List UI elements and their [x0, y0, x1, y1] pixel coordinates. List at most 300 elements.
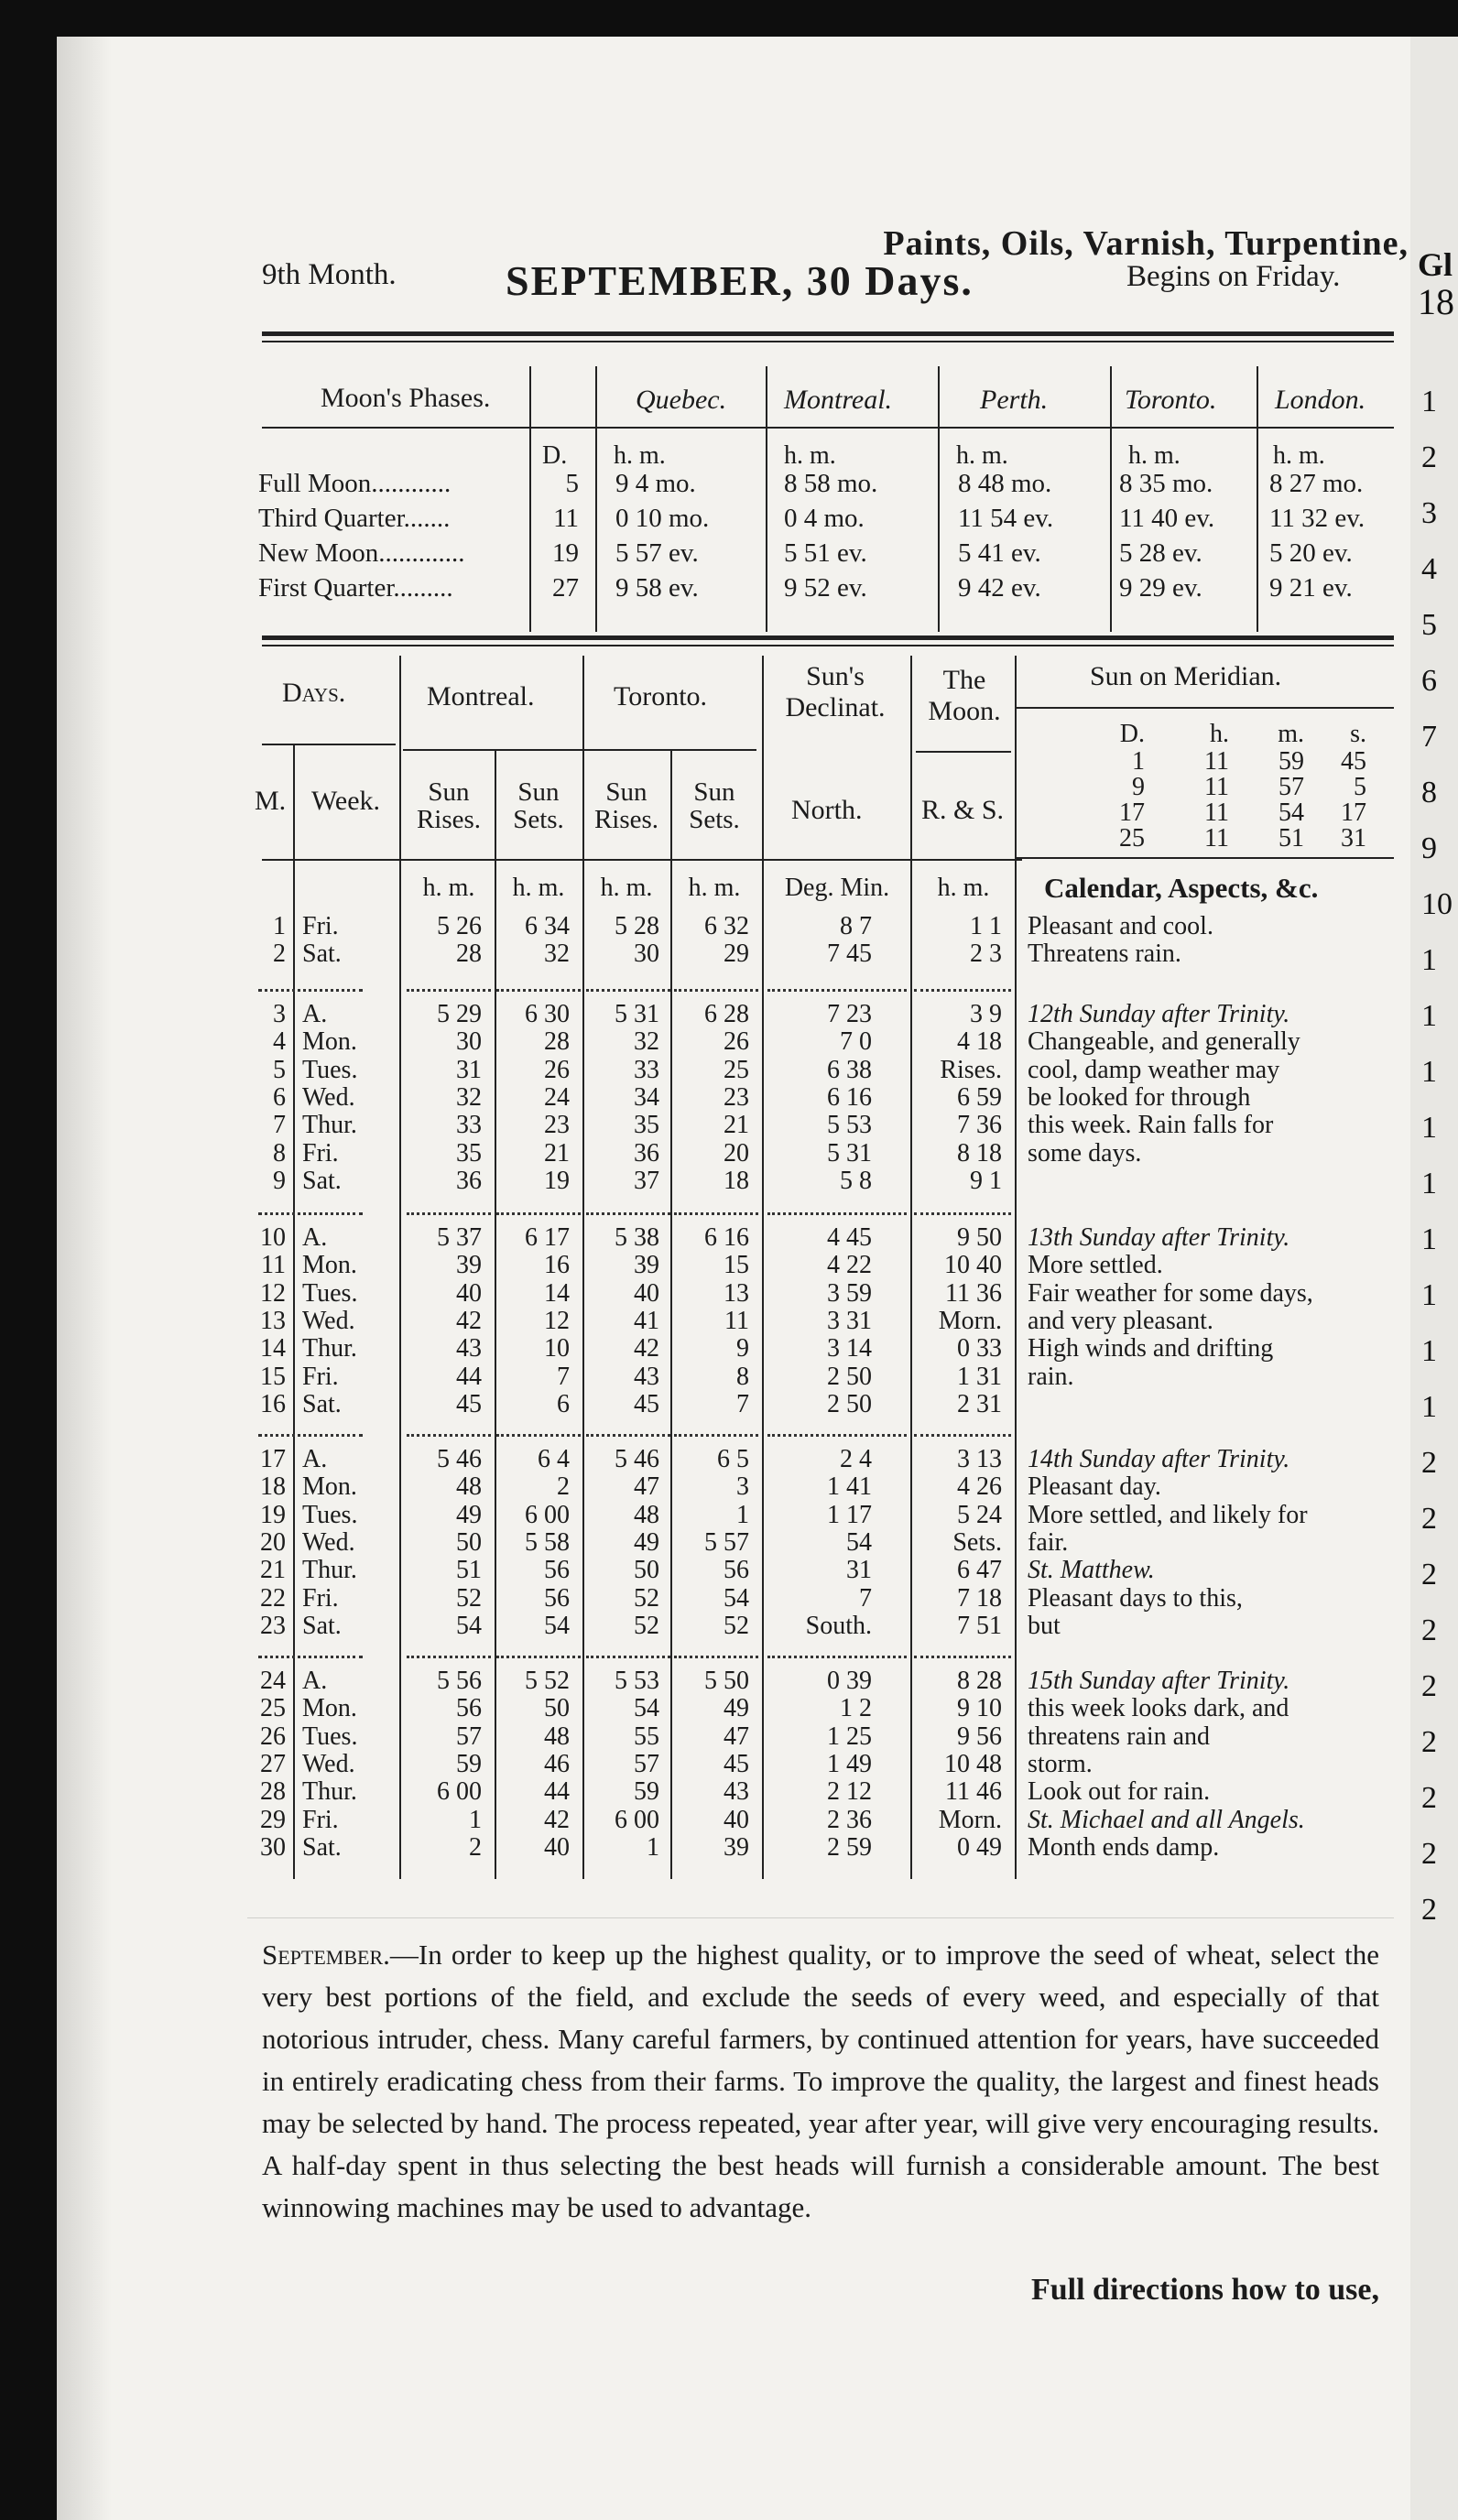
toronto-sun-sets: 7 — [736, 1389, 749, 1418]
montreal-sun-rises: 57 — [456, 1722, 482, 1751]
group-dotted-rule — [496, 1656, 581, 1658]
phase-name: Full Moon............ — [258, 469, 452, 498]
calendar-note: fair. — [1028, 1527, 1069, 1557]
moon-rise-set: 4 18 — [957, 1027, 1002, 1057]
phase-day: 11 — [553, 504, 579, 533]
phase-name: New Moon............. — [258, 538, 465, 568]
moon-rise-set: 2 31 — [957, 1389, 1002, 1418]
toronto-sun-rises: 1 — [647, 1832, 659, 1862]
montreal-sun-rises: 28 — [456, 940, 482, 969]
page-gutter-shadow — [57, 37, 112, 2520]
montreal-sun-sets: 50 — [544, 1694, 570, 1723]
hm-unit: h. m. — [688, 874, 741, 902]
days-col-sep — [399, 656, 401, 1879]
moon-rise-set: 7 18 — [957, 1583, 1002, 1613]
day-month-number: 29 — [260, 1805, 286, 1834]
moon-rise-set: 9 56 — [957, 1722, 1002, 1751]
group-dotted-rule — [586, 1212, 670, 1215]
phases-header: Moon's Phases. — [321, 383, 491, 413]
toronto-sun-rises: 5 38 — [615, 1223, 659, 1252]
calendar-note: St. Matthew. — [1028, 1556, 1155, 1585]
day-week-name: A. — [302, 1223, 328, 1252]
moon-rise-set: 3 13 — [957, 1445, 1002, 1473]
toronto-sun-rises: 36 — [634, 1138, 659, 1168]
toronto-sun-rises: 30 — [634, 940, 659, 969]
sun-declination: 2 4 — [840, 1445, 872, 1473]
montreal-sun-rises: 1 — [469, 1805, 482, 1834]
calendar-note: some days. — [1028, 1138, 1142, 1168]
perth-header: Perth. — [980, 385, 1049, 415]
montreal-sun-rises: 5 29 — [437, 1000, 482, 1028]
day-month-number: 16 — [260, 1389, 286, 1418]
phases-header-rule — [262, 427, 1394, 429]
group-dotted-rule — [767, 1212, 907, 1215]
toronto-sun-sets: 29 — [724, 940, 749, 969]
group-dotted-rule — [586, 1656, 670, 1658]
montreal-rises-header: Sun Rises. — [416, 777, 482, 834]
sun-declination: South. — [805, 1611, 872, 1640]
adjacent-strip-number: 2 — [1421, 1446, 1437, 1480]
meridian-cell: 31 — [1341, 824, 1366, 853]
phase-name: First Quarter......... — [258, 573, 453, 603]
sun-declination: 7 — [859, 1583, 872, 1613]
montreal-sun-sets: 48 — [544, 1722, 570, 1751]
montreal-sun-sets: 56 — [544, 1583, 570, 1613]
day-week-name: Sat. — [302, 940, 342, 969]
montreal-sun-sets: 7 — [557, 1362, 570, 1391]
day-week-name: Sat. — [302, 1611, 342, 1640]
calendar-note: storm. — [1028, 1749, 1093, 1778]
group-dotted-rule — [914, 1212, 1011, 1215]
adjacent-strip-number: 1 — [1421, 943, 1437, 977]
toronto-sun-rises: 41 — [634, 1306, 659, 1335]
sun-declination: 1 2 — [840, 1694, 872, 1723]
adjacent-strip-number: 2 — [1421, 1613, 1437, 1647]
meridian-cell: 57 — [1278, 773, 1304, 801]
day-month-number: 28 — [260, 1777, 286, 1807]
day-week-name: Wed. — [302, 1306, 355, 1335]
day-month-number: 24 — [260, 1667, 286, 1695]
montreal-sun-sets: 12 — [544, 1306, 570, 1335]
adjacent-strip-number: 4 — [1421, 552, 1437, 586]
sun-declination: 3 14 — [827, 1334, 872, 1363]
phase-name: Third Quarter....... — [258, 504, 451, 533]
advert-bottom: Full directions how to use, — [1030, 2273, 1379, 2307]
sun-declination: 6 16 — [827, 1082, 872, 1112]
north-header: North. — [791, 795, 863, 825]
toronto-sun-sets: 40 — [724, 1805, 749, 1834]
meridian-col-label: D. — [1119, 720, 1145, 748]
toronto-sun-rises: 52 — [634, 1611, 659, 1640]
sun-declination: 0 39 — [827, 1667, 872, 1695]
calendar-note: rain. — [1028, 1362, 1074, 1391]
montreal-sun-sets: 6 30 — [525, 1000, 570, 1028]
toronto-sun-rises: 50 — [634, 1556, 659, 1585]
toronto-col-header: Toronto. — [614, 681, 708, 711]
adjacent-page-number: 18 — [1418, 281, 1454, 322]
sun-declination: 1 25 — [827, 1722, 872, 1751]
calendar-header: Calendar, Aspects, &c. — [1044, 872, 1319, 904]
sun-declination: 2 36 — [827, 1805, 872, 1834]
day-week-name: A. — [302, 1000, 328, 1028]
toronto-sun-rises: 47 — [634, 1472, 659, 1502]
m-col-header: M. — [255, 786, 287, 816]
group-dotted-rule — [496, 1434, 581, 1437]
montreal-sun-sets: 42 — [544, 1805, 570, 1834]
day-month-number: 10 — [260, 1223, 286, 1252]
day-month-number: 2 — [273, 940, 286, 969]
sun-declination: 7 23 — [827, 1000, 872, 1028]
paragraph-divider — [247, 1917, 1394, 1918]
toronto-sun-sets: 9 — [736, 1334, 749, 1363]
montreal-sun-rises: 30 — [456, 1027, 482, 1057]
montreal-col-header: Montreal. — [427, 681, 535, 711]
montreal-sets-header: Sun Sets. — [513, 777, 564, 834]
group-dotted-rule — [407, 1656, 491, 1658]
sun-declination: 3 59 — [827, 1278, 872, 1308]
montreal-sun-sets: 40 — [544, 1832, 570, 1862]
toronto-sun-sets: 13 — [724, 1278, 749, 1308]
calendar-note: threatens rain and — [1028, 1722, 1211, 1751]
day-week-name: Sat. — [302, 1166, 342, 1195]
phase-quebec: 0 10 mo. — [615, 504, 710, 533]
day-week-name: Mon. — [302, 1251, 357, 1280]
meridian-cell: 25 — [1119, 824, 1145, 853]
montreal-sun-rises: 44 — [456, 1362, 482, 1391]
toronto-sun-rises: 43 — [634, 1362, 659, 1391]
toronto-sun-rises: 34 — [634, 1082, 659, 1112]
sun-declination: 54 — [846, 1527, 872, 1557]
montreal-sun-sets: 6 4 — [538, 1445, 570, 1473]
day-month-number: 23 — [260, 1611, 286, 1640]
sun-declination: 8 7 — [840, 912, 872, 940]
day-week-name: Fri. — [302, 1362, 339, 1391]
group-dotted-rule — [496, 1212, 581, 1215]
toronto-sun-rises: 49 — [634, 1527, 659, 1557]
toronto-sun-sets: 15 — [724, 1251, 749, 1280]
adjacent-strip-number: 2 — [1421, 440, 1437, 474]
montreal-sun-sets: 24 — [544, 1082, 570, 1112]
sun-declination: 1 41 — [827, 1472, 872, 1502]
toronto-sun-sets: 49 — [724, 1694, 749, 1723]
days-subrule — [916, 751, 1011, 753]
group-dotted-rule — [914, 1434, 1011, 1437]
day-week-name: Fri. — [302, 1805, 339, 1834]
day-month-number: 18 — [260, 1472, 286, 1502]
toronto-rises-header: Sun Rises. — [593, 777, 659, 834]
moon-rise-set: 2 3 — [970, 940, 1002, 969]
adjacent-strip-number: 10 — [1421, 887, 1453, 921]
moon-rise-set: 1 31 — [957, 1362, 1002, 1391]
toronto-sun-sets: 5 50 — [704, 1667, 749, 1695]
decl-col-header: Sun's Declinat. — [785, 661, 886, 722]
phase-montreal: 9 52 ev. — [784, 573, 867, 603]
toronto-sun-sets: 18 — [724, 1166, 749, 1195]
moon-rise-set: 10 48 — [944, 1749, 1002, 1778]
toronto-sun-rises: 42 — [634, 1334, 659, 1363]
adjacent-strip-number: 1 — [1421, 1055, 1437, 1089]
phase-london: 8 27 mo. — [1269, 469, 1364, 498]
toronto-sun-rises: 59 — [634, 1777, 659, 1807]
day-month-number: 9 — [273, 1166, 286, 1195]
toronto-sun-rises: 5 31 — [615, 1000, 659, 1028]
moon-rise-set: 8 18 — [957, 1138, 1002, 1168]
moon-rise-set: 6 59 — [957, 1082, 1002, 1112]
day-month-number: 14 — [260, 1334, 286, 1363]
meridian-cell: 11 — [1204, 747, 1229, 776]
toronto-sun-rises: 52 — [634, 1583, 659, 1613]
toronto-sun-rises: 48 — [634, 1500, 659, 1529]
day-month-number: 7 — [273, 1111, 286, 1140]
paragraph-body: —In order to keep up the highest quality, or to improve the seed of wheat, select the very best portions of the field, and exclude the seeds of every weed, and especially of that notorious intruder, chess. Many careful farmers, by continued attention for years, have succeeded in entirely eradicating chess from their farms. To improve the quality, the largest and finest heads may be selected by hand. The process repeated, year after year, will give very encouraging results. A half-day spent in thus selecting the best heads will furnish a considerable amount. The best winnowing machines may be used to advantage. — [262, 1939, 1379, 2223]
calendar-note: cool, damp weather may — [1028, 1055, 1280, 1084]
montreal-sun-sets: 5 58 — [525, 1527, 570, 1557]
toronto-sun-rises: 35 — [634, 1111, 659, 1140]
meridian-header-rule — [1017, 707, 1394, 709]
adjacent-strip-number: 1 — [1421, 1167, 1437, 1200]
meridian-cell: 5 — [1354, 773, 1366, 801]
sun-declination: 4 22 — [827, 1251, 872, 1280]
calendar-note: Pleasant day. — [1028, 1472, 1161, 1502]
montreal-header: Montreal. — [784, 385, 893, 415]
day-week-name: Mon. — [302, 1027, 357, 1057]
calendar-note: but — [1028, 1611, 1061, 1640]
day-month-number: 19 — [260, 1500, 286, 1529]
montreal-sun-rises: 54 — [456, 1611, 482, 1640]
group-dotted-rule — [914, 989, 1011, 992]
page-title: SEPTEMBER, 30 Days. — [506, 257, 974, 304]
toronto-sun-sets: 52 — [724, 1611, 749, 1640]
meridian-cell: 1 — [1132, 747, 1145, 776]
toronto-sun-rises: 54 — [634, 1694, 659, 1723]
adjacent-strip-number: 5 — [1421, 608, 1437, 642]
sun-declination: 2 12 — [827, 1777, 872, 1807]
days-col-sep — [293, 744, 295, 1879]
days-subrule — [262, 744, 396, 745]
calendar-note: St. Michael and all Angels. — [1028, 1805, 1305, 1834]
phases-unit-hm: h. m. — [1128, 441, 1181, 470]
moon-rise-set: 8 28 — [957, 1667, 1002, 1695]
group-dotted-rule — [586, 1434, 670, 1437]
moon-rise-set: 3 9 — [970, 1000, 1002, 1028]
phase-perth: 9 42 ev. — [958, 573, 1041, 603]
moon-rise-set: 9 10 — [957, 1694, 1002, 1723]
begins-label: Begins on Friday. — [1126, 260, 1341, 293]
meridian-cell: 11 — [1204, 824, 1229, 853]
sun-declination: 7 45 — [827, 940, 872, 969]
moon-rise-set: Rises. — [940, 1055, 1002, 1084]
phase-perth: 11 54 ev. — [958, 504, 1054, 533]
phases-bottom-rule — [262, 635, 1394, 640]
toronto-sun-sets: 54 — [724, 1583, 749, 1613]
day-week-name: Fri. — [302, 1138, 339, 1168]
day-week-name: A. — [302, 1667, 328, 1695]
moon-rise-set: 6 47 — [957, 1556, 1002, 1585]
toronto-sun-sets: 43 — [724, 1777, 749, 1807]
montreal-sun-rises: 2 — [469, 1832, 482, 1862]
day-month-number: 27 — [260, 1749, 286, 1778]
adjacent-strip-number: 1 — [1421, 1390, 1437, 1424]
moon-rise-set: 9 50 — [957, 1223, 1002, 1252]
paragraph-lead: September. — [262, 1939, 390, 1971]
moon-rise-set: 4 26 — [957, 1472, 1002, 1502]
day-month-number: 22 — [260, 1583, 286, 1613]
degmin-unit: Deg. Min. — [784, 874, 890, 902]
day-month-number: 15 — [260, 1362, 286, 1391]
sun-declination: 7 0 — [840, 1027, 872, 1057]
adjacent-strip-number: 6 — [1421, 664, 1437, 698]
day-month-number: 30 — [260, 1832, 286, 1862]
day-week-name: Sat. — [302, 1832, 342, 1862]
hm-unit: h. m. — [422, 874, 475, 902]
group-dotted-rule — [496, 989, 581, 992]
montreal-sun-rises: 59 — [456, 1749, 482, 1778]
days-subrule — [403, 749, 756, 751]
calendar-note: 15th Sunday after Trinity. — [1028, 1667, 1290, 1695]
toronto-sun-rises: 57 — [634, 1749, 659, 1778]
day-month-number: 1 — [273, 912, 286, 940]
toronto-sun-sets: 56 — [724, 1556, 749, 1585]
moon-rise-set: 9 1 — [970, 1166, 1002, 1195]
meridian-cell: 54 — [1278, 798, 1304, 827]
sun-declination: 31 — [846, 1556, 872, 1585]
adjacent-strip-number: 1 — [1421, 1111, 1437, 1145]
calendar-note: Pleasant and cool. — [1028, 912, 1213, 940]
toronto-sun-rises: 45 — [634, 1389, 659, 1418]
calendar-note: 14th Sunday after Trinity. — [1028, 1445, 1290, 1473]
moon-rise-set: 0 33 — [957, 1334, 1002, 1363]
day-month-number: 6 — [273, 1082, 286, 1112]
adjacent-strip-number: 1 — [1421, 1222, 1437, 1256]
toronto-sun-rises: 33 — [634, 1055, 659, 1084]
toronto-sets-header: Sun Sets. — [689, 777, 740, 834]
hm-unit: h. m. — [937, 874, 990, 902]
meridian-cell: 59 — [1278, 747, 1304, 776]
phase-quebec: 9 4 mo. — [615, 469, 696, 498]
week-col-header: Week. — [311, 786, 381, 816]
toronto-sun-sets: 6 16 — [704, 1223, 749, 1252]
adjacent-page-top-text: Gl — [1418, 246, 1453, 283]
group-dotted-rule — [407, 989, 491, 992]
advert-top: Paints, Oils, Varnish, Turpentine, — [883, 224, 1409, 263]
phase-day: 19 — [552, 538, 579, 568]
montreal-sun-sets: 56 — [544, 1556, 570, 1585]
toronto-sun-rises: 55 — [634, 1722, 659, 1751]
montreal-sun-rises: 35 — [456, 1138, 482, 1168]
sun-declination: 1 49 — [827, 1749, 872, 1778]
montreal-sun-sets: 32 — [544, 940, 570, 969]
montreal-sun-rises: 43 — [456, 1334, 482, 1363]
montreal-sun-rises: 5 56 — [437, 1667, 482, 1695]
quebec-header: Quebec. — [636, 385, 727, 415]
group-dotted-rule — [258, 989, 363, 992]
montreal-sun-sets: 46 — [544, 1749, 570, 1778]
moon-rise-set: Morn. — [938, 1805, 1002, 1834]
month-label: 9th Month. — [262, 258, 397, 291]
sun-declination: 3 31 — [827, 1306, 872, 1335]
day-month-number: 11 — [261, 1251, 286, 1280]
montreal-sun-sets: 14 — [544, 1278, 570, 1308]
day-month-number: 21 — [260, 1556, 286, 1585]
day-week-name: Wed. — [302, 1527, 355, 1557]
toronto-sun-rises: 5 28 — [615, 912, 659, 940]
calendar-note: this week. Rain falls for — [1028, 1111, 1274, 1140]
meridian-cell: 11 — [1204, 798, 1229, 827]
sun-declination: 5 8 — [840, 1166, 872, 1195]
calendar-note: and very pleasant. — [1028, 1306, 1213, 1335]
montreal-sun-sets: 2 — [557, 1472, 570, 1502]
meridian-cell: 17 — [1341, 798, 1366, 827]
moon-rise-set: 7 51 — [957, 1611, 1002, 1640]
adjacent-strip-number: 2 — [1421, 1893, 1437, 1927]
sun-declination: 2 59 — [827, 1832, 872, 1862]
montreal-sun-sets: 28 — [544, 1027, 570, 1057]
meridian-cell: 11 — [1204, 773, 1229, 801]
montreal-sun-rises: 45 — [456, 1389, 482, 1418]
montreal-sun-sets: 19 — [544, 1166, 570, 1195]
adjacent-strip-number: 1 — [1421, 385, 1437, 418]
day-week-name: Thur. — [302, 1334, 357, 1363]
toronto-sun-rises: 39 — [634, 1251, 659, 1280]
phases-col-sep — [1257, 366, 1258, 632]
group-dotted-rule — [767, 1434, 907, 1437]
group-dotted-rule — [586, 989, 670, 992]
day-month-number: 13 — [260, 1306, 286, 1335]
rs-header: R. & S. — [921, 795, 1005, 825]
toronto-sun-sets: 21 — [724, 1111, 749, 1140]
group-dotted-rule — [407, 1434, 491, 1437]
montreal-sun-sets: 54 — [544, 1611, 570, 1640]
moon-rise-set: 10 40 — [944, 1251, 1002, 1280]
calendar-note: 12th Sunday after Trinity. — [1028, 1000, 1290, 1028]
september-paragraph — [262, 1934, 1379, 2229]
meridian-cell: 45 — [1341, 747, 1366, 776]
day-week-name: Tues. — [302, 1278, 358, 1308]
adjacent-strip-number: 1 — [1421, 1278, 1437, 1312]
adjacent-strip-number: 2 — [1421, 1502, 1437, 1536]
day-month-number: 4 — [273, 1027, 286, 1057]
group-dotted-rule — [258, 1212, 363, 1215]
montreal-sun-rises: 49 — [456, 1500, 482, 1529]
day-week-name: A. — [302, 1445, 328, 1473]
day-month-number: 5 — [273, 1055, 286, 1084]
montreal-sun-sets: 16 — [544, 1251, 570, 1280]
toronto-sun-sets: 5 57 — [704, 1527, 749, 1557]
montreal-sun-sets: 44 — [544, 1777, 570, 1807]
day-week-name: Mon. — [302, 1472, 357, 1502]
day-week-name: Wed. — [302, 1082, 355, 1112]
montreal-sun-sets: 6 — [557, 1389, 570, 1418]
hm-unit: h. m. — [600, 874, 653, 902]
meridian-col-label: h. — [1210, 720, 1229, 748]
phase-quebec: 9 58 ev. — [615, 573, 699, 603]
days-col-sep — [1015, 656, 1017, 1879]
calendar-note: this week looks dark, and — [1028, 1694, 1289, 1723]
moon-rise-set: 1 1 — [970, 912, 1002, 940]
moon-rise-set: 0 49 — [957, 1832, 1002, 1862]
toronto-sun-sets: 1 — [736, 1500, 749, 1529]
calendar-note: Pleasant days to this, — [1028, 1583, 1243, 1613]
phases-col-sep — [938, 366, 940, 632]
adjacent-strip-number: 7 — [1421, 720, 1437, 754]
calendar-note: Month ends damp. — [1028, 1832, 1220, 1862]
moon-rise-set: 7 36 — [957, 1111, 1002, 1140]
phases-col-sep — [529, 366, 531, 632]
toronto-sun-rises: 5 53 — [615, 1667, 659, 1695]
day-week-name: Tues. — [302, 1500, 358, 1529]
toronto-header: Toronto. — [1125, 385, 1217, 415]
phases-unit-hm: h. m. — [784, 441, 836, 470]
